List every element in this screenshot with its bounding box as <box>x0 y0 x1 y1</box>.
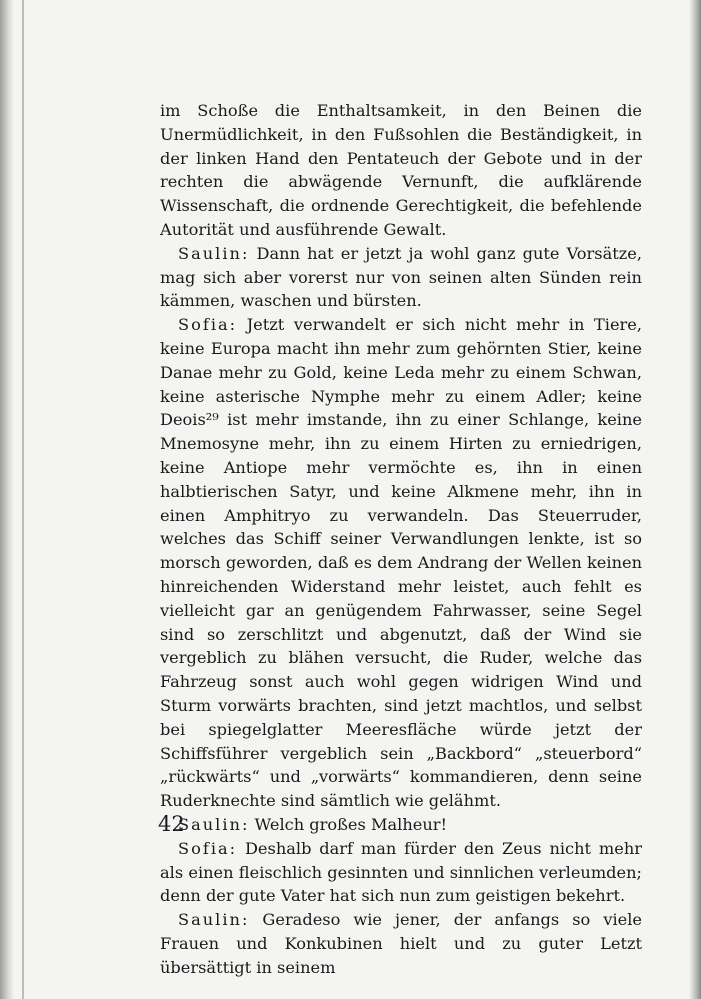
body-text <box>160 99 642 979</box>
scan-edge-right <box>689 0 701 999</box>
paragraph-4 <box>160 813 642 837</box>
speaker-label: Saulin: <box>178 910 250 930</box>
speaker-label: Sofia: <box>178 315 238 335</box>
speaker-label: Sofia: <box>178 838 238 858</box>
paragraph-text: Geradeso wie jener, der anfangs so viele Frauen und Konkubinen hielt und zu guter Letzt übersättigt in seinem <box>160 910 642 977</box>
paragraph-1 <box>160 99 642 242</box>
book-gutter <box>22 0 24 999</box>
page-number: 42 <box>158 812 185 836</box>
paragraph-3 <box>160 313 642 813</box>
paragraph-text: Dann hat er jetzt ja wohl ganz gute Vorsätze, mag sich aber vorerst nur von seinen alten Sünden rein kämmen, waschen und bürsten. <box>160 243 642 311</box>
paragraph-text: im Schoße die Enthaltsamkeit, in den Beinen die Unermüdlichkeit, in den Fußsohlen die Beständigkeit, in der linken Hand den Pentateuch der Gebote und in der rechten die abwägende Vernunft, die aufklärende Wissenschaft, die ordnende Gerechtigkeit, die befehlende Autorität und ausführende Gewalt. <box>160 101 642 239</box>
scan-edge-left <box>0 0 14 999</box>
paragraph-5 <box>160 837 642 908</box>
paragraph-text: Deshalb darf man fürder den Zeus nicht mehr als einen fleischlich gesinnten und sinnlichen verleumden; denn der gute Vater hat sich nun zum geistigen bekehrt. <box>160 838 642 906</box>
speaker-label: Saulin: <box>178 814 250 834</box>
paragraph-text: Jetzt verwandelt er sich nicht mehr in Tiere, keine Europa macht ihn mehr zum gehörnten Stier, keine Danae mehr zu Gold, keine Leda mehr zu einem Schwan, keine asterische Nymphe mehr zu einem Adler; keine Deois²⁹ ist mehr imstande, ihn zu einer Schlange, keine Mnemosyne mehr, ihn zu einem Hirten zu erniedrigen, keine Antiope mehr vermöchte es, ihn in einen halbtierischen Satyr, und keine Alkmene mehr, ihn in einen Amphitryo zu verwandeln. Das Steuerruder, welches das Schiff seiner Verwandlungen lenkte, ist so morsch geworden, daß es dem Andrang der Wellen keinen hinreichenden Widerstand mehr leistet, auch fehlt es vielleicht gar an genügendem Fahrwasser, seine Segel sind so zerschlitzt und abgenutzt, daß der Wind sie vergeblich zu blähen versucht, die Ruder, welche das Fahrzeug sonst auch wohl gegen widrigen Wind und Sturm vorwärts brachten, sind jetzt machtlos, und selbst bei spiegelglatter Meeresfläche würde jetzt der Schiffsführer vergeblich sein „Backbord“ „steuerbord“ „rückwärts“ und „vorwärts“ kommandieren, denn seine Ruderknechte sind sämtlich wie gelähmt. <box>160 315 642 811</box>
speaker-label: Saulin: <box>178 243 250 263</box>
paragraph-2 <box>160 242 642 313</box>
paragraph-6 <box>160 908 642 979</box>
paragraph-text: Welch großes Malheur! <box>249 814 448 834</box>
